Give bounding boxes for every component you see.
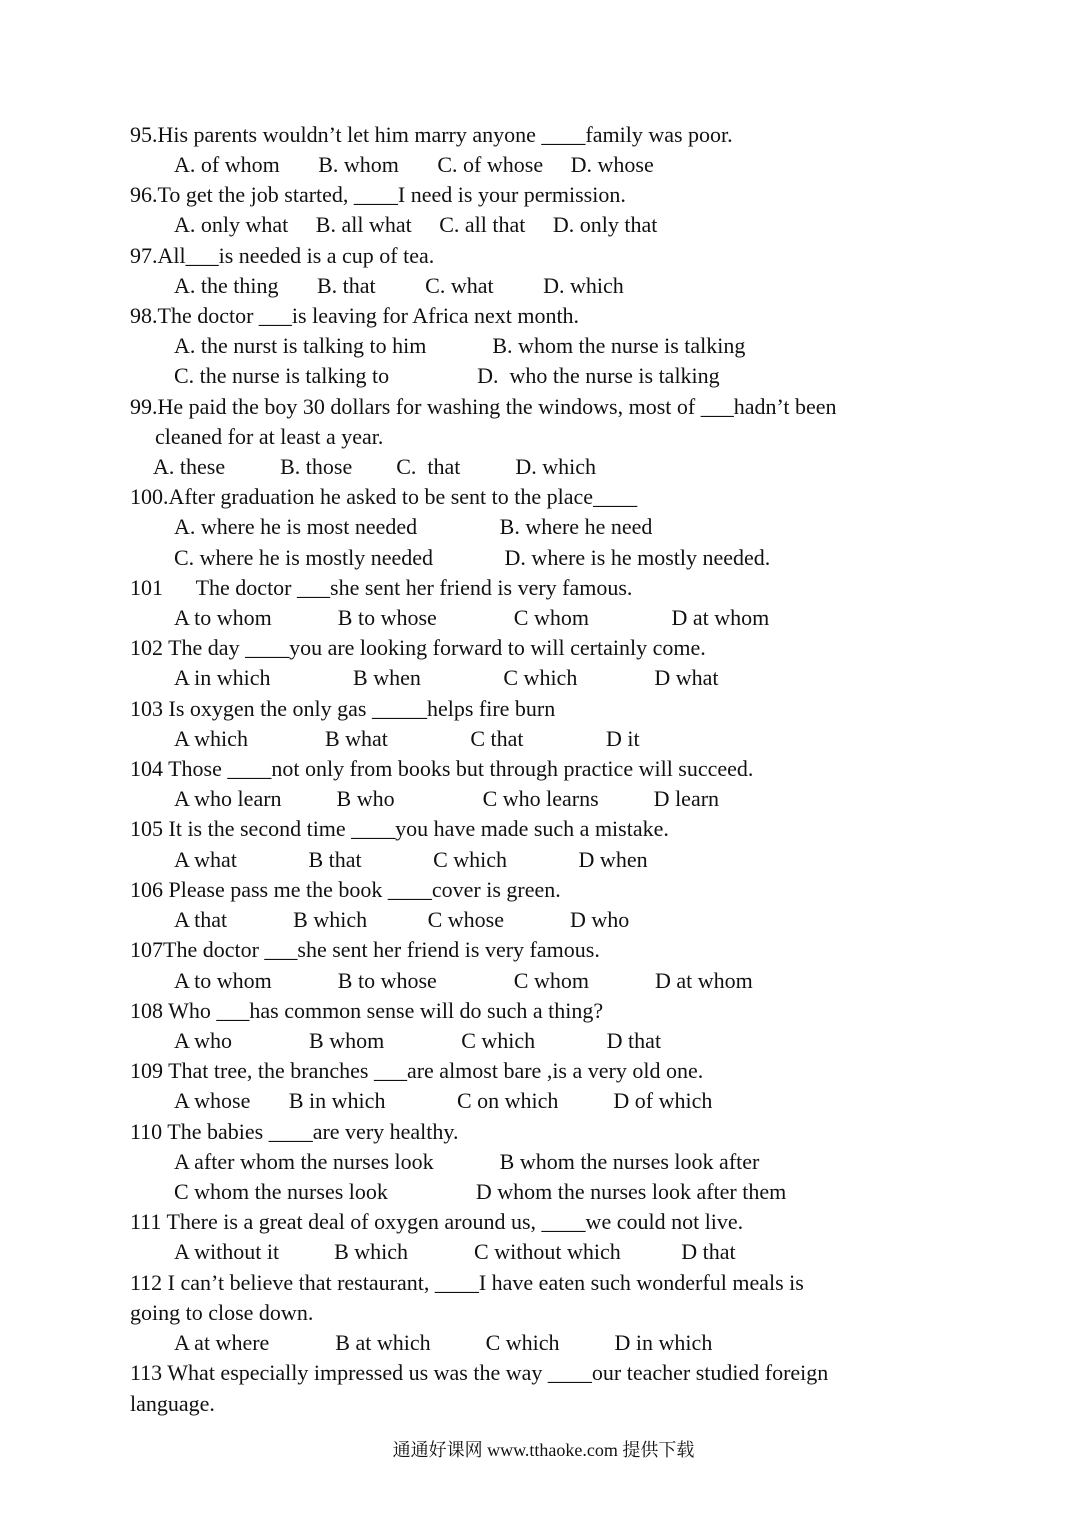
question-line: A. the nurst is talking to him B. whom the nurse is talking: [174, 333, 746, 358]
question-stem: 105 It is the second time ____you have made such a mistake.: [130, 816, 669, 841]
question-stem: 97.All___is needed is a cup of tea.: [130, 243, 435, 268]
question-stem: 100.After graduation he asked to be sent to the place____: [130, 484, 638, 509]
question-stem: 99.He paid the boy 30 dollars for washing the windows, most of ___hadn’t been: [130, 394, 837, 419]
question-line: A whose B in which C on which D of which: [174, 1088, 713, 1113]
question-line: C. the nurse is talking to D. who the nurse is talking: [174, 363, 720, 388]
page-footer: 通通好课网 www.tthaoke.com 提供下载: [392, 1440, 695, 1460]
question-stem: 113 What especially impressed us was the way ____our teacher studied foreign: [130, 1360, 829, 1385]
question-stem: 110 The babies ____are very healthy.: [130, 1119, 459, 1144]
question-stem: 108 Who ___has common sense will do such a thing?: [130, 998, 604, 1023]
question-line: C. where he is mostly needed D. where is he mostly needed.: [174, 545, 771, 570]
question-line: A who B whom C which D that: [174, 1028, 662, 1053]
question-line: A without it B which C without which D that: [174, 1239, 736, 1264]
question-stem: 106 Please pass me the book ____cover is green.: [130, 877, 561, 902]
question-stem: 104 Those ____not only from books but through practice will succeed.: [130, 756, 754, 781]
question-line: A which B what C that D it: [174, 726, 640, 751]
question-line: A after whom the nurses look B whom the nurses look after: [174, 1149, 760, 1174]
question-line: A. these B. those C. that D. which: [153, 454, 597, 479]
question-line: A at where B at which C which D in which: [174, 1330, 713, 1355]
question-line: cleaned for at least a year.: [155, 424, 384, 449]
question-line: going to close down.: [130, 1300, 314, 1325]
question-line: A. only what B. all what C. all that D. only that: [174, 212, 658, 237]
question-stem: 111 There is a great deal of oxygen around us, ____we could not live.: [130, 1209, 744, 1234]
question-stem: 103 Is oxygen the only gas _____helps fire burn: [130, 696, 556, 721]
question-stem: 112 I can’t believe that restaurant, ____I have eaten such wonderful meals is: [130, 1270, 804, 1295]
question-stem: 102 The day ____you are looking forward to will certainly come.: [130, 635, 706, 660]
question-line: A to whom B to whose C whom D at whom: [174, 605, 770, 630]
question-line: A. the thing B. that C. what D. which: [174, 273, 624, 298]
question-line: A what B that C which D when: [174, 847, 648, 872]
question-line: A. where he is most needed B. where he need: [174, 514, 653, 539]
question-line: A who learn B who C who learns D learn: [174, 786, 720, 811]
question-stem: 95.His parents wouldn’t let him marry anyone ____family was poor.: [130, 122, 733, 147]
question-line: A that B which C whose D who: [174, 907, 630, 932]
question-line: A in which B when C which D what: [174, 665, 719, 690]
question-stem: 96.To get the job started, ____I need is your permission.: [130, 182, 626, 207]
question-stem: 107The doctor ___she sent her friend is very famous.: [130, 937, 600, 962]
question-stem: 101 The doctor ___she sent her friend is very famous.: [130, 575, 633, 600]
question-line: A. of whom B. whom C. of whose D. whose: [174, 152, 654, 177]
question-line: C whom the nurses look D whom the nurses look after them: [174, 1179, 787, 1204]
question-stem: 98.The doctor ___is leaving for Africa next month.: [130, 303, 580, 328]
question-line: A to whom B to whose C whom D at whom: [174, 968, 753, 993]
question-line: language.: [130, 1391, 215, 1416]
question-stem: 109 That tree, the branches ___are almost bare ,is a very old one.: [130, 1058, 704, 1083]
